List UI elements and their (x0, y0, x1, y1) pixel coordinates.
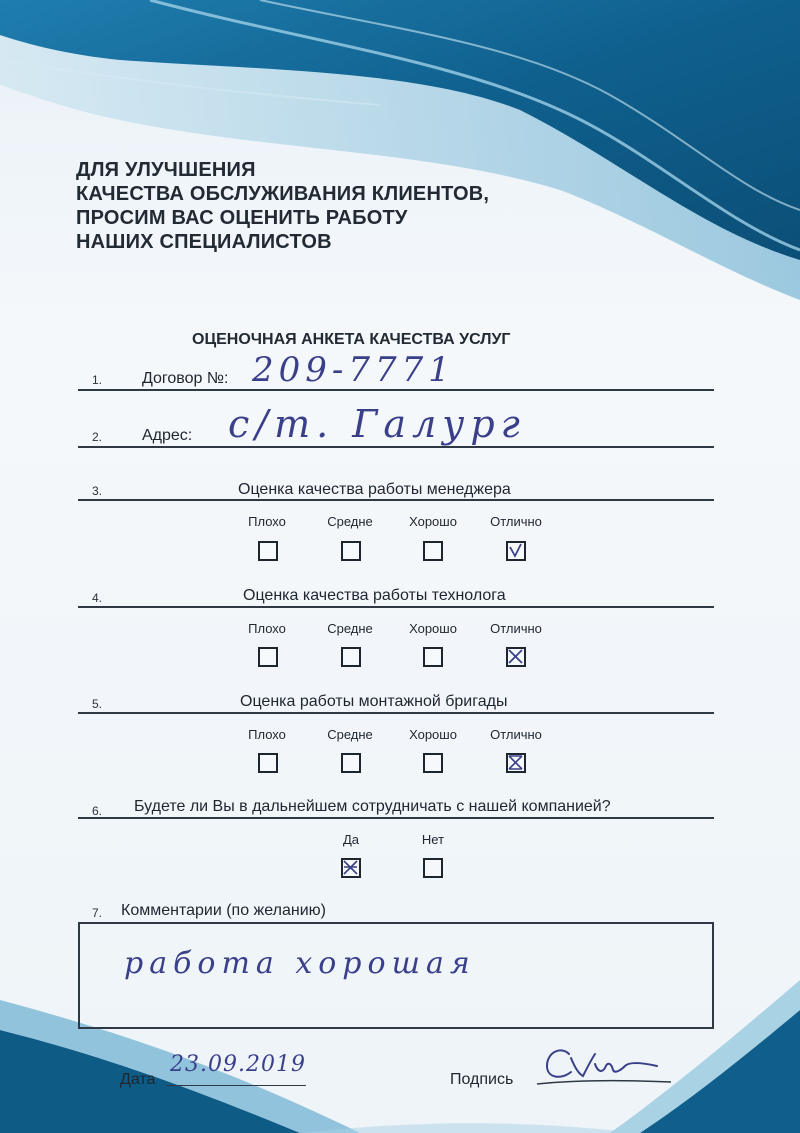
q4-option-label-2: Средне (327, 621, 373, 636)
q5-underline (78, 712, 714, 714)
q6-checkbox-yes[interactable] (341, 858, 361, 878)
signature-drawing[interactable] (535, 1040, 675, 1090)
q3-option-label-4: Отлично (490, 514, 542, 529)
q3-underline (78, 499, 714, 501)
q6-label: Будете ли Вы в дальнейшем сотрудничать с нашей компанией? (134, 798, 611, 815)
q3-checkbox-plokho[interactable] (258, 541, 278, 561)
q4-option-label-3: Хорошо (409, 621, 457, 636)
q5-option-label-3: Хорошо (409, 727, 457, 742)
form-title: ОЦЕНОЧНАЯ АНКЕТА КАЧЕСТВА УСЛУГ (192, 331, 511, 348)
comment-text: работа хорошая (124, 946, 476, 981)
cross-mark-icon (508, 649, 523, 664)
q7-label: Комментарии (по желанию) (121, 902, 326, 919)
q1-underline (78, 389, 714, 391)
q3-checkbox-sredne[interactable] (341, 541, 361, 561)
contract-label: Договор №: (142, 370, 229, 387)
q3-label: Оценка качества работы менеджера (238, 481, 511, 498)
comment-textarea[interactable] (78, 922, 714, 1029)
q6-option-label-yes: Да (342, 832, 360, 847)
header-line-1: ДЛЯ УЛУЧШЕНИЯ (76, 159, 256, 181)
cross-mark-icon (508, 755, 523, 770)
header-line-3: ПРОСИМ ВАС ОЦЕНИТЬ РАБОТУ (76, 207, 408, 229)
check-mark-icon (508, 543, 523, 558)
q3-checkbox-khorosho[interactable] (423, 541, 443, 561)
q5-checkbox-otlichno[interactable] (506, 753, 526, 773)
q4-underline (78, 606, 714, 608)
signature-label: Подпись (450, 1071, 514, 1088)
q4-number: 4. (92, 591, 103, 605)
q2-underline (78, 446, 714, 448)
q4-label: Оценка качества работы технолога (243, 587, 506, 604)
contract-number-field[interactable]: 209-7771 (252, 350, 455, 390)
q3-checkbox-otlichno[interactable] (506, 541, 526, 561)
q5-checkbox-plokho[interactable] (258, 753, 278, 773)
q5-label: Оценка работы монтажной бригады (240, 693, 508, 710)
header-line-4: НАШИХ СПЕЦИАЛИСТОВ (76, 231, 332, 253)
q5-number: 5. (92, 697, 103, 711)
q6-number: 6. (92, 804, 103, 818)
q6-underline (78, 817, 714, 819)
q5-option-label-1: Плохо (248, 727, 286, 742)
q5-checkbox-sredne[interactable] (341, 753, 361, 773)
q4-checkbox-khorosho[interactable] (423, 647, 443, 667)
cross-mark-icon (343, 860, 358, 875)
q5-option-label-4: Отлично (490, 727, 542, 742)
q6-option-label-no: Нет (421, 832, 445, 847)
header-line-2: КАЧЕСТВА ОБСЛУЖИВАНИЯ КЛИЕНТОВ, (76, 183, 490, 205)
q3-number: 3. (92, 484, 103, 498)
q6-checkbox-no[interactable] (423, 858, 443, 878)
page-header (76, 158, 489, 254)
date-field[interactable]: 23.09.2019 (170, 1052, 306, 1077)
q3-option-label-2: Средне (327, 514, 373, 529)
q5-option-label-2: Средне (327, 727, 373, 742)
q4-checkbox-plokho[interactable] (258, 647, 278, 667)
date-underline (166, 1085, 306, 1086)
q7-number: 7. (92, 906, 103, 920)
address-field[interactable]: с/т. Галург (228, 402, 526, 446)
q4-checkbox-otlichno[interactable] (506, 647, 526, 667)
address-label: Адрес: (142, 427, 193, 444)
q1-number: 1. (92, 373, 103, 387)
q3-option-label-3: Хорошо (409, 514, 457, 529)
date-label: Дата (120, 1071, 156, 1088)
q4-checkbox-sredne[interactable] (341, 647, 361, 667)
q3-option-label-1: Плохо (248, 514, 286, 529)
q5-checkbox-khorosho[interactable] (423, 753, 443, 773)
q4-option-label-4: Отлично (490, 621, 542, 636)
q2-number: 2. (92, 430, 103, 444)
q4-option-label-1: Плохо (248, 621, 286, 636)
